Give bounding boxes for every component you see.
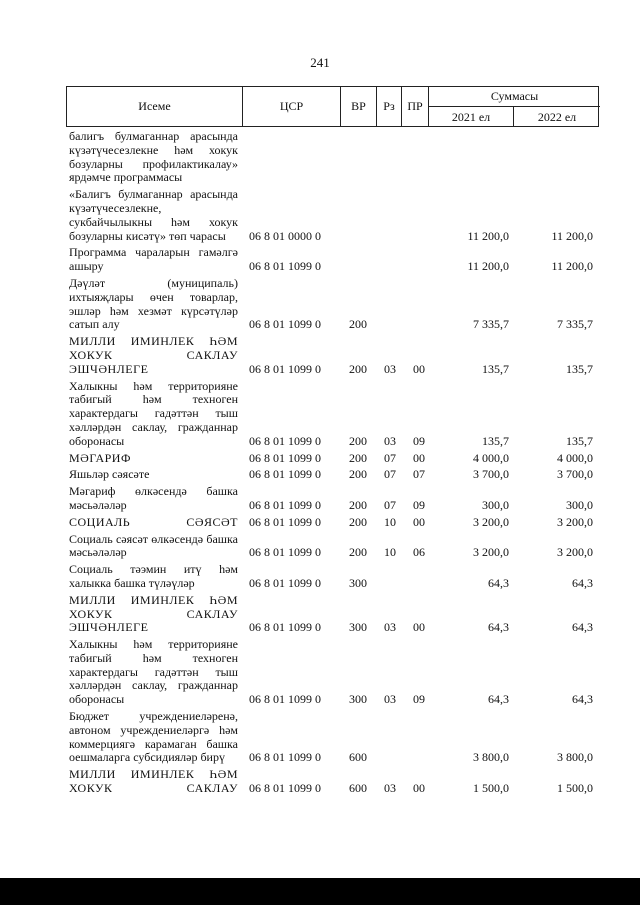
header-name: Исеме [67, 87, 243, 126]
row-s2021: 1 500,0 [473, 781, 509, 796]
row-s2021: 300,0 [482, 497, 509, 512]
row-csr: 06 8 01 1099 0 [249, 317, 321, 332]
row-vr: 200 [349, 467, 367, 482]
row-vr: 600 [349, 750, 367, 765]
table-row [66, 637, 599, 709]
row-pr: 09 [413, 433, 425, 448]
table-body [66, 129, 599, 798]
row-csr: 06 8 01 1099 0 [249, 750, 321, 765]
row-csr: 06 8 01 1099 0 [249, 545, 321, 560]
row-name: МИЛЛИ ИМИНЛЕК ҺӘМ ХОКУК САКЛАУ ЭШЧӘНЛЕГЕ [69, 334, 238, 376]
row-csr: 06 8 01 1099 0 [249, 514, 321, 529]
table-row [66, 334, 599, 378]
row-csr: 06 8 01 1099 0 [249, 361, 321, 376]
row-s2021: 11 200,0 [467, 228, 509, 243]
table-row [66, 379, 599, 451]
row-csr: 06 8 01 1099 0 [249, 433, 321, 448]
row-s2022: 7 335,7 [557, 317, 593, 332]
row-pr: 00 [413, 781, 425, 796]
header-pr: ПР [402, 87, 429, 126]
row-s2021: 64,3 [488, 575, 509, 590]
header-csr: ЦСР [243, 87, 341, 126]
row-rz: 07 [384, 497, 396, 512]
row-rz: 07 [384, 467, 396, 482]
row-name: Мәгариф өлкәсендә башка мәсьәләләр [69, 484, 238, 512]
row-rz: 03 [384, 692, 396, 707]
row-s2022: 64,3 [572, 575, 593, 590]
row-pr: 00 [413, 361, 425, 376]
row-s2022: 300,0 [566, 497, 593, 512]
row-rz: 03 [384, 433, 396, 448]
row-vr: 300 [349, 692, 367, 707]
row-s2022: 4 000,0 [557, 450, 593, 465]
row-vr: 200 [349, 317, 367, 332]
row-name: «Балигъ булмаганнар арасында күзәтүчесезлекне, сукбайчылыкны һәм хокук бозуларны кисәтү» төп чарасы [69, 187, 238, 243]
row-rz: 07 [384, 450, 396, 465]
row-name: МИЛЛИ ИМИНЛЕК ҺӘМ ХОКУК САКЛАУ [69, 767, 238, 796]
row-pr: 00 [413, 620, 425, 635]
row-csr: 06 8 01 1099 0 [249, 781, 321, 796]
row-s2022: 3 200,0 [557, 545, 593, 560]
table-row [66, 562, 599, 593]
table-row [66, 129, 599, 187]
row-s2022: 1 500,0 [557, 781, 593, 796]
row-s2021: 3 200,0 [473, 545, 509, 560]
row-s2022: 135,7 [566, 361, 593, 376]
row-name: Программа чараларын гамәлгә ашыру [69, 245, 238, 274]
page-number: 241 [310, 55, 330, 70]
header-vr: ВР [341, 87, 377, 126]
table-row [66, 515, 599, 532]
row-name: балигъ булмаганнар арасында күзәтүчесезлекне һәм хокук бозуларны профилактикалау» ярдәмче программасы [69, 129, 238, 185]
row-csr: 06 8 01 1099 0 [249, 692, 321, 707]
row-s2021: 3 800,0 [473, 750, 509, 765]
row-s2022: 64,3 [572, 692, 593, 707]
row-name: МИЛЛИ ИМИНЛЕК ҺӘМ ХОКУК САКЛАУ ЭШЧӘНЛЕГЕ [69, 592, 238, 635]
row-name: СОЦИАЛЬ СӘЯСӘТ [69, 514, 238, 529]
row-vr: 200 [349, 514, 367, 529]
row-s2022: 3 200,0 [557, 514, 593, 529]
row-vr: 300 [349, 575, 367, 590]
row-name: Халыкны һәм территорияне табигый һәм техноген характердагы гадәттән тыш хәлләрдән саклау, гражданнар оборонасы [69, 637, 238, 707]
row-name: Дәүләт (муниципаль) ихтыяҗлары өчен товарлар, эшләр һәм хезмәт күрсәтүләр сатып алу [69, 275, 238, 332]
row-pr: 00 [413, 450, 425, 465]
row-s2021: 11 200,0 [467, 259, 509, 274]
row-vr: 200 [349, 450, 367, 465]
row-rz: 03 [384, 361, 396, 376]
row-rz: 03 [384, 781, 396, 796]
table-row [66, 709, 599, 767]
header-sums: Суммасы [429, 87, 600, 107]
row-rz: 10 [384, 545, 396, 560]
row-s2022: 135,7 [566, 433, 593, 448]
row-s2022: 11 200,0 [551, 228, 593, 243]
table-row [66, 276, 599, 334]
table-row [66, 532, 599, 563]
row-rz: 10 [384, 514, 396, 529]
row-s2022: 11 200,0 [551, 259, 593, 274]
row-csr: 06 8 01 1099 0 [249, 575, 321, 590]
scan-bottom-edge [0, 878, 640, 905]
row-s2021: 64,3 [488, 692, 509, 707]
row-vr: 300 [349, 620, 367, 635]
row-pr: 00 [413, 514, 425, 529]
row-csr: 06 8 01 0000 0 [249, 228, 321, 243]
table-row [66, 467, 599, 484]
table-row [66, 245, 599, 276]
row-vr: 200 [349, 433, 367, 448]
row-s2022: 3 800,0 [557, 750, 593, 765]
table-row [66, 767, 599, 798]
table-row [66, 484, 599, 515]
row-vr: 200 [349, 497, 367, 512]
row-vr: 600 [349, 781, 367, 796]
row-s2021: 135,7 [482, 361, 509, 376]
row-s2021: 4 000,0 [473, 450, 509, 465]
row-pr: 06 [413, 545, 425, 560]
row-vr: 200 [349, 361, 367, 376]
table-header [66, 86, 599, 127]
row-pr: 07 [413, 467, 425, 482]
row-s2021: 7 335,7 [473, 317, 509, 332]
row-csr: 06 8 01 1099 0 [249, 259, 321, 274]
row-pr: 09 [413, 692, 425, 707]
row-s2021: 135,7 [482, 433, 509, 448]
row-name: Халыкны һәм территорияне табигый һәм техноген характердагы гадәттән тыш хәлләрдән саклау, гражданнар оборонасы [69, 378, 238, 448]
row-name: Яшьләр сәясәте [69, 467, 150, 482]
header-2021: 2021 ел [429, 107, 514, 127]
row-s2022: 64,3 [572, 620, 593, 635]
row-s2022: 3 700,0 [557, 467, 593, 482]
row-s2021: 64,3 [488, 620, 509, 635]
row-s2021: 3 700,0 [473, 467, 509, 482]
table-row [66, 451, 599, 468]
row-vr: 200 [349, 545, 367, 560]
row-csr: 06 8 01 1099 0 [249, 450, 321, 465]
row-name: Бюджет учреждениеләренә, автоном учреждениеләргә һәм коммерциягә карамаган башка оешмаларга субсидияләр бирү [69, 709, 238, 765]
row-name: МӘГАРИФ [69, 450, 131, 465]
row-csr: 06 8 01 1099 0 [249, 497, 321, 512]
row-name: Социаль сәясәт өлкәсендә башка мәсьәләләр [69, 531, 238, 560]
header-2022: 2022 ел [537, 109, 577, 124]
row-csr: 06 8 01 1099 0 [249, 467, 321, 482]
header-rz: Рз [377, 87, 402, 126]
row-pr: 09 [413, 497, 425, 512]
table-row [66, 593, 599, 637]
row-s2021: 3 200,0 [473, 514, 509, 529]
row-name: Социаль тәэмин итү һәм халыкка башка түләүләр [69, 562, 238, 590]
row-csr: 06 8 01 1099 0 [249, 620, 321, 635]
row-rz: 03 [384, 620, 396, 635]
table-row [66, 187, 599, 245]
